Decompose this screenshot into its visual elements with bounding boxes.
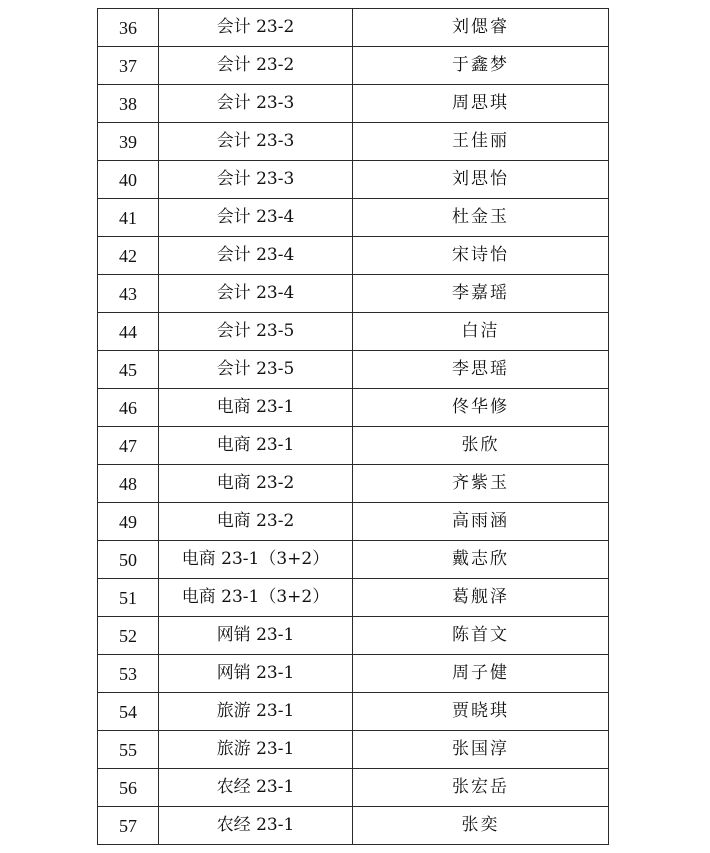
class-cell: 网销 23-1 xyxy=(159,617,353,655)
row-number-cell: 45 xyxy=(98,351,159,389)
class-cell: 旅游 23-1 xyxy=(159,693,353,731)
table-row xyxy=(98,351,609,389)
student-roster-table xyxy=(97,8,609,845)
row-number-cell: 39 xyxy=(98,123,159,161)
row-number-cell: 53 xyxy=(98,655,159,693)
table-row xyxy=(98,427,609,465)
class-cell: 会计 23-2 xyxy=(159,9,353,47)
row-number-cell: 36 xyxy=(98,9,159,47)
table-row xyxy=(98,275,609,313)
class-cell: 农经 23-1 xyxy=(159,769,353,807)
table-row xyxy=(98,655,609,693)
class-cell: 网销 23-1 xyxy=(159,655,353,693)
class-cell: 电商 23-1 xyxy=(159,427,353,465)
student-name-cell: 周思琪 xyxy=(353,85,609,123)
row-number-cell: 48 xyxy=(98,465,159,503)
row-number-cell: 42 xyxy=(98,237,159,275)
class-cell: 旅游 23-1 xyxy=(159,731,353,769)
student-name-cell: 张奕 xyxy=(353,807,609,845)
class-cell: 电商 23-1 xyxy=(159,389,353,427)
class-cell: 电商 23-1（3+2） xyxy=(159,579,353,617)
row-number-cell: 40 xyxy=(98,161,159,199)
row-number-cell: 44 xyxy=(98,313,159,351)
student-name-cell: 白洁 xyxy=(353,313,609,351)
table-row xyxy=(98,123,609,161)
student-name-cell: 李嘉瑶 xyxy=(353,275,609,313)
student-name-cell: 王佳丽 xyxy=(353,123,609,161)
row-number-cell: 47 xyxy=(98,427,159,465)
student-name-cell: 高雨涵 xyxy=(353,503,609,541)
table-row xyxy=(98,541,609,579)
table-row xyxy=(98,199,609,237)
roster-body xyxy=(98,9,609,845)
table-row xyxy=(98,465,609,503)
row-number-cell: 43 xyxy=(98,275,159,313)
student-name-cell: 宋诗怡 xyxy=(353,237,609,275)
student-name-cell: 周子健 xyxy=(353,655,609,693)
student-name-cell: 李思瑶 xyxy=(353,351,609,389)
class-cell: 农经 23-1 xyxy=(159,807,353,845)
class-cell: 会计 23-3 xyxy=(159,161,353,199)
class-cell: 会计 23-4 xyxy=(159,237,353,275)
row-number-cell: 37 xyxy=(98,47,159,85)
table-row xyxy=(98,313,609,351)
table-row xyxy=(98,693,609,731)
class-cell: 会计 23-4 xyxy=(159,275,353,313)
table-row xyxy=(98,503,609,541)
student-name-cell: 杜金玉 xyxy=(353,199,609,237)
student-name-cell: 张宏岳 xyxy=(353,769,609,807)
row-number-cell: 50 xyxy=(98,541,159,579)
class-cell: 会计 23-3 xyxy=(159,123,353,161)
row-number-cell: 51 xyxy=(98,579,159,617)
table-row xyxy=(98,85,609,123)
table-row xyxy=(98,807,609,845)
table-row xyxy=(98,769,609,807)
row-number-cell: 56 xyxy=(98,769,159,807)
student-name-cell: 张欣 xyxy=(353,427,609,465)
student-name-cell: 陈首文 xyxy=(353,617,609,655)
class-cell: 会计 23-5 xyxy=(159,351,353,389)
student-name-cell: 佟华修 xyxy=(353,389,609,427)
table-row xyxy=(98,579,609,617)
table-row xyxy=(98,161,609,199)
class-cell: 会计 23-2 xyxy=(159,47,353,85)
class-cell: 会计 23-5 xyxy=(159,313,353,351)
student-name-cell: 刘偲睿 xyxy=(353,9,609,47)
row-number-cell: 49 xyxy=(98,503,159,541)
row-number-cell: 54 xyxy=(98,693,159,731)
student-name-cell: 于鑫梦 xyxy=(353,47,609,85)
class-cell: 会计 23-4 xyxy=(159,199,353,237)
table-row xyxy=(98,9,609,47)
table-row xyxy=(98,389,609,427)
table-row xyxy=(98,617,609,655)
row-number-cell: 46 xyxy=(98,389,159,427)
student-name-cell: 张国淳 xyxy=(353,731,609,769)
class-cell: 会计 23-3 xyxy=(159,85,353,123)
row-number-cell: 38 xyxy=(98,85,159,123)
student-name-cell: 贾晓琪 xyxy=(353,693,609,731)
class-cell: 电商 23-2 xyxy=(159,465,353,503)
row-number-cell: 57 xyxy=(98,807,159,845)
class-cell: 电商 23-1（3+2） xyxy=(159,541,353,579)
table-row xyxy=(98,731,609,769)
row-number-cell: 52 xyxy=(98,617,159,655)
student-name-cell: 刘思怡 xyxy=(353,161,609,199)
class-cell: 电商 23-2 xyxy=(159,503,353,541)
student-name-cell: 齐紫玉 xyxy=(353,465,609,503)
row-number-cell: 55 xyxy=(98,731,159,769)
table-row xyxy=(98,237,609,275)
student-name-cell: 戴志欣 xyxy=(353,541,609,579)
student-name-cell: 葛舰泽 xyxy=(353,579,609,617)
table-row xyxy=(98,47,609,85)
row-number-cell: 41 xyxy=(98,199,159,237)
